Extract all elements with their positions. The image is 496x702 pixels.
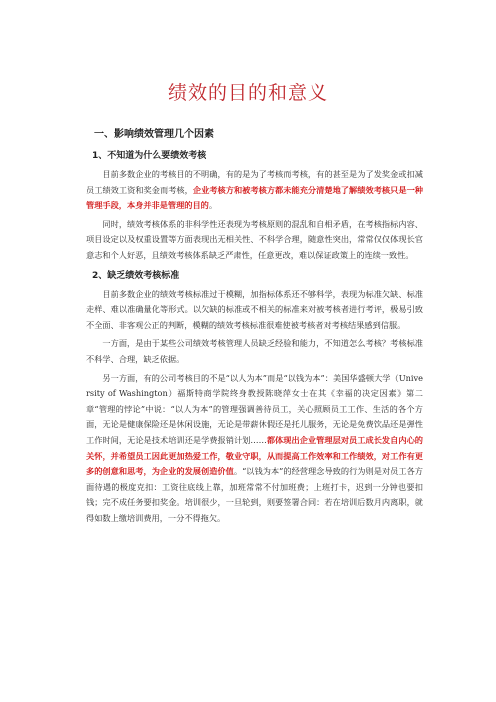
text-run: 目前多数企业的考核目的不明确，有的是为了考核而考核，有的甚至是为了发奖金或扣减员工绩效工资和奖金而考核，: [86, 169, 423, 195]
document-body: [86, 128, 423, 529]
highlighted-text: 企业考核方和被考核方都未能充分清楚地了解绩效考核只是一种管理手段，本身并非是管理的目的: [86, 184, 423, 211]
document-title: 绩效的目的和意义: [167, 82, 328, 104]
text-run: 。: [208, 200, 218, 211]
paragraph: 目前多数企业的绩效考核标准过于模糊，加指标体系还不够科学，表现为标准欠缺、标准走样、难以准确量化等形式。以欠缺的标准或不相关的标准来对被考核者进行考评，极易引致不全面、非客观公正的判断，模糊的绩效考核标准很难使被考核者对考核结果感到信服。: [86, 288, 423, 330]
paragraph: [86, 167, 423, 214]
highlighted-text: 都体现出企业管理层对员工成长发自内心的关怀，并希望员工因此更加热爱工作，敬业守职，从而提高工作效率和工作绩效，对工作有更多的创意和思考，为企业的发展创造价值: [86, 434, 423, 477]
subsection-heading: 1、不知道为什么要绩效考核: [92, 151, 207, 161]
paragraph: [86, 371, 423, 527]
section-heading: 一、影响绩效管理几个因素: [94, 129, 214, 140]
paragraph: 一方面，是由于某些公司绩效考核管理人员缺乏经验和能力，不知道怎么考核？考核标准不科学、合理，缺乏依据。: [86, 338, 423, 364]
text-run: 另一方面，有的公司考核目的不是“以人为本”而是“以钱为本”：美国华盛顿大学（University of Washington）福斯特商学院终身教授陈晓萍女士在其《幸福的决定因素》第二章“管理的悖论”中说：“以人为本”的管理强调善待员工，关心照顾员工工作、生活的各个方面，无论是健康保险还是休闲设施，无论是带薪休假还是托儿服务，无论是免费饮品还是弹性工作时间，无论是技术培训还是学费报销计划……: [86, 372, 423, 445]
paragraph: 同时，绩效考核体系的非科学性还表现为考核原则的混乱和自相矛盾，在考核指标内容、项目设定以及权重设置等方面表现出无相关性、不科学合理，随意性突出，常常仅仅体现长官意志和个人好恶，且绩效考核体系缺乏严肃性，任意更改，难以保证政策上的连续一致性。: [86, 218, 423, 260]
text-run: 。“以钱为本”的经营理念导致的行为则是对员工各方面待遇的极度克扣：工资往底线上靠，加班常常不付加班费；上班打卡，迟到一分钟也要扣钱；完不成任务要扣奖金。培训很少，一旦轮到，则要签署合同：若在培训后数月内离职，就得如数上缴培训费用，一分不得拖欠。: [86, 466, 423, 523]
subsection-heading: 2、缺乏绩效考核标准: [92, 270, 180, 281]
